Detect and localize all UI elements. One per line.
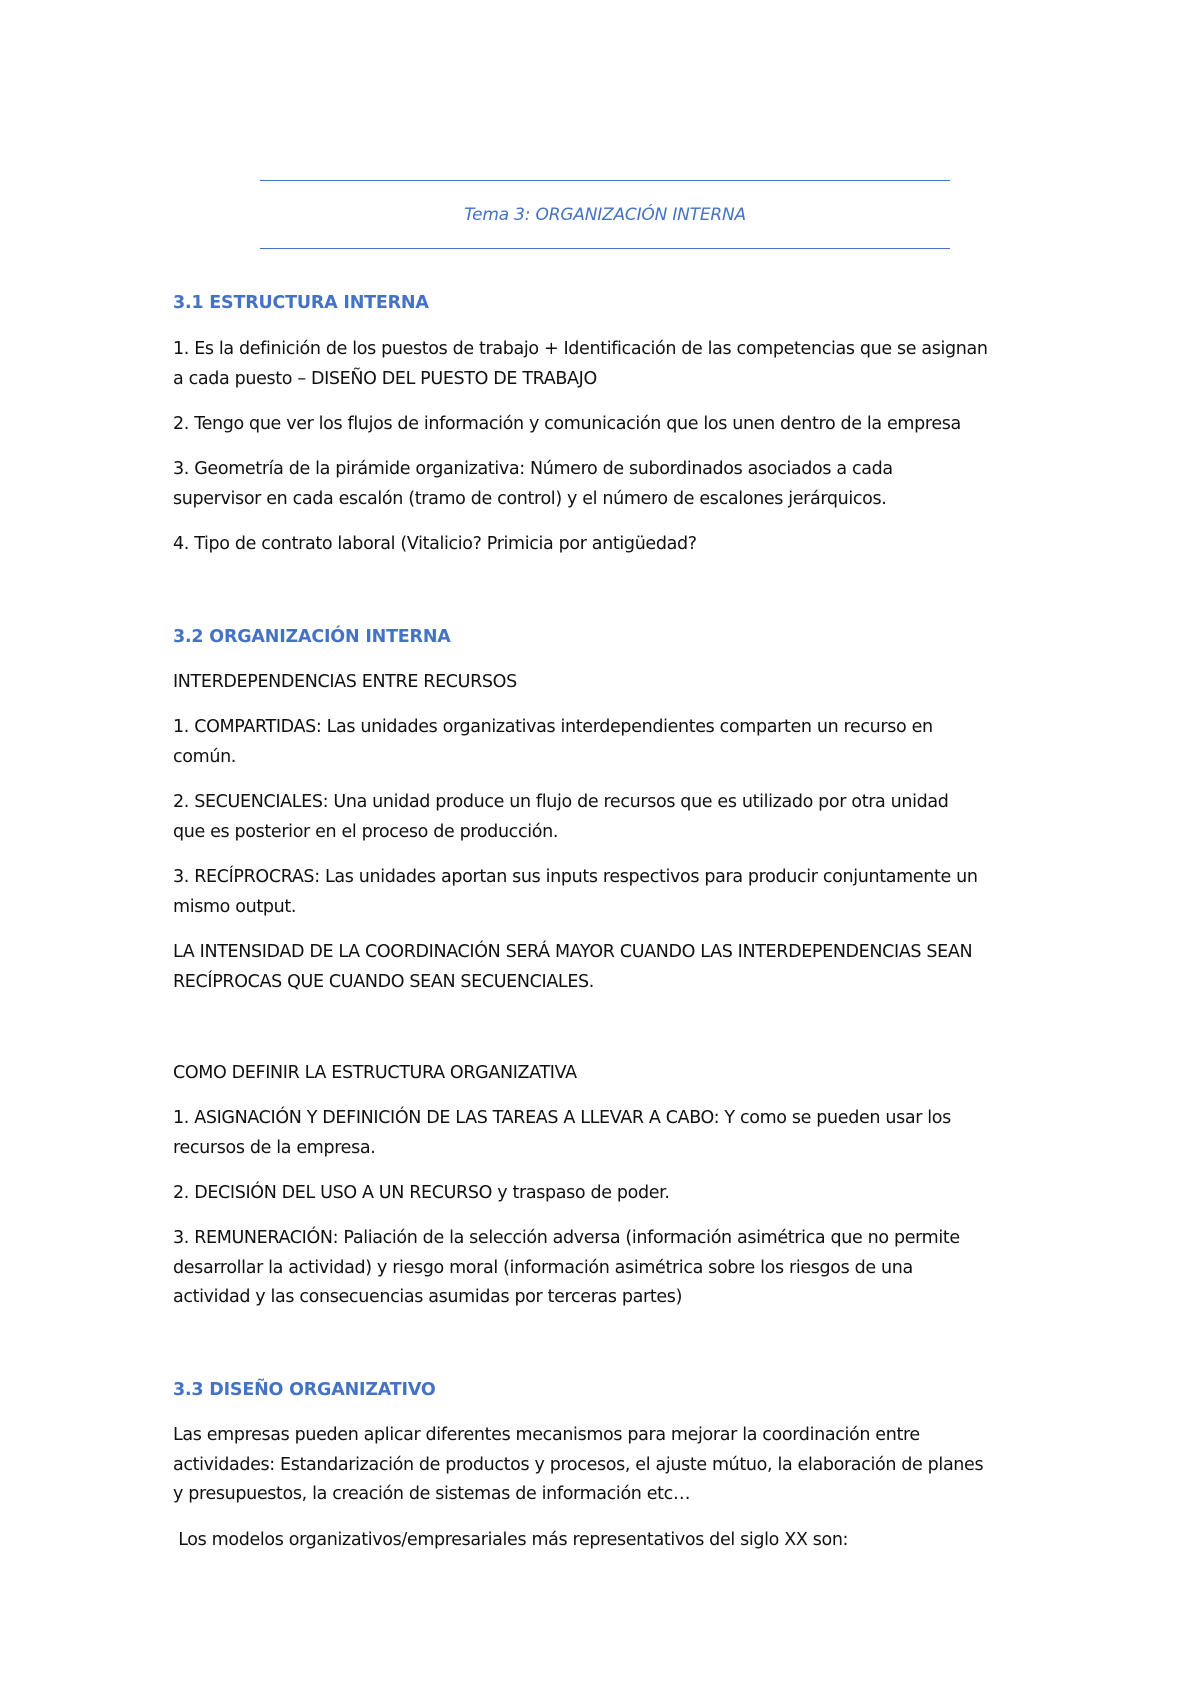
paragraph: [173, 1104, 1053, 1163]
paragraph: [173, 788, 1053, 847]
text-line: supervisor en cada escalón (tramo de control) y el número de escalones jerárquicos.: [173, 488, 887, 509]
text-line: Las empresas pueden aplicar diferentes mecanismos para mejorar la coordinación entre: [173, 1425, 920, 1445]
subheading: COMO DEFINIR LA ESTRUCTURA ORGANIZATIVA: [173, 1063, 577, 1083]
text-line: 3. Geometría de la pirámide organizativa: Número de subordinados asociados a cada: [173, 459, 893, 479]
paragraph: [173, 410, 1053, 440]
text-line: a cada puesto – DISEÑO DEL PUESTO DE TRABAJO: [173, 368, 597, 389]
text-line: recursos de la empresa.: [173, 1137, 376, 1158]
paragraph: Los modelos organizativos/empresariales más representativos del siglo XX son:: [173, 1530, 849, 1550]
text-line: 4. Tipo de contrato laboral (Vitalicio? Primicia por antigüedad?: [173, 534, 697, 554]
text-line: y presupuestos, la creación de sistemas de información etc…: [173, 1484, 691, 1504]
text-line: 1. Es la definición de los puestos de trabajo + Identificación de las competencias que se asignan: [173, 339, 988, 359]
subheading: INTERDEPENDENCIAS ENTRE RECURSOS: [173, 672, 517, 692]
paragraph: [173, 938, 1053, 997]
text-line: LA INTENSIDAD DE LA COORDINACIÓN SERÁ MAYOR CUANDO LAS INTERDEPENDENCIAS SEAN: [173, 942, 973, 962]
section-heading-3-1: 3.1 ESTRUCTURA INTERNA: [173, 293, 429, 313]
paragraph: [173, 1179, 1053, 1209]
paragraph: [173, 1224, 1053, 1313]
text-line: que es posterior en el proceso de producción.: [173, 821, 559, 842]
paragraph: [173, 455, 1053, 514]
text-line: actividades: Estandarización de productos y procesos, el ajuste mútuo, la elaboración de planes: [173, 1454, 984, 1475]
text-line: 2. DECISIÓN DEL USO A UN RECURSO y traspaso de poder.: [173, 1183, 670, 1203]
text-line: 1. ASIGNACIÓN Y DEFINICIÓN DE LAS TAREAS A LLEVAR A CABO: Y como se pueden usar los: [173, 1108, 951, 1128]
text-line: 3. REMUNERACIÓN: Paliación de la selección adversa (información asimétrica que no permite: [173, 1228, 960, 1248]
text-line: RECÍPROCAS QUE CUANDO SEAN SECUENCIALES.: [173, 971, 595, 992]
text-line: 1. COMPARTIDAS: Las unidades organizativas interdependientes comparten un recurso en: [173, 717, 933, 737]
text-line: común.: [173, 746, 237, 767]
paragraph: [173, 530, 1053, 560]
text-line: desarrollar la actividad) y riesgo moral (información asimétrica sobre los riesgos de una: [173, 1257, 913, 1278]
text-line: 3. RECÍPROCRAS: Las unidades aportan sus inputs respectivos para producir conjuntamente un: [173, 867, 978, 887]
paragraph: [173, 863, 1053, 922]
text-line: 2. SECUENCIALES: Una unidad produce un flujo de recursos que es utilizado por otra unidad: [173, 792, 949, 812]
section-heading-3-3: 3.3 DISEÑO ORGANIZATIVO: [173, 1380, 436, 1400]
title-top-rule: [260, 180, 950, 181]
title-bottom-rule: [260, 248, 950, 249]
text-line: mismo output.: [173, 896, 297, 917]
paragraph: [173, 335, 1053, 394]
text-line: 2. Tengo que ver los flujos de información y comunicación que los unen dentro de la empresa: [173, 414, 961, 434]
paragraph: [173, 1421, 1053, 1510]
document-title: Tema 3: ORGANIZACIÓN INTERNA: [464, 205, 746, 225]
paragraph: [173, 713, 1053, 772]
text-line: actividad y las consecuencias asumidas por terceras partes): [173, 1287, 683, 1307]
section-heading-3-2: 3.2 ORGANIZACIÓN INTERNA: [173, 627, 451, 647]
